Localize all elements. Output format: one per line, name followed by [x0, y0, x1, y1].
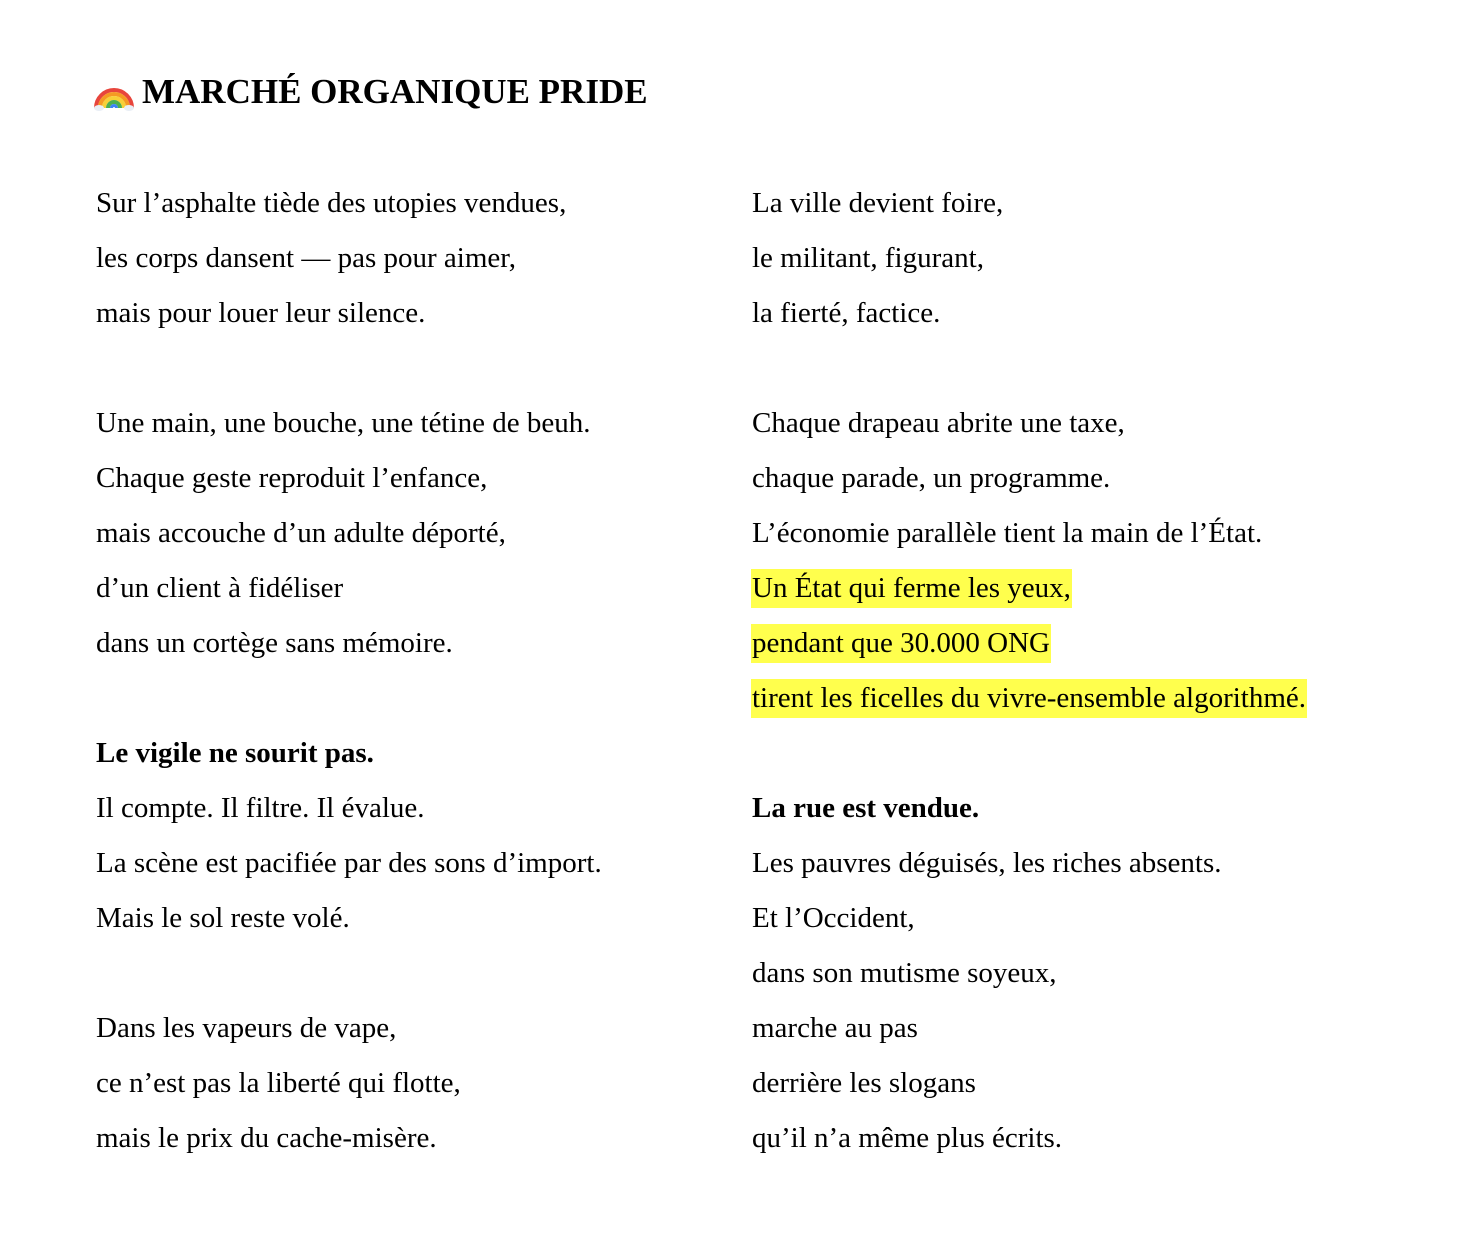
verse-line: L’économie parallèle tient la main de l’État. — [752, 517, 1263, 549]
left-column — [96, 176, 716, 1166]
stanza-break — [96, 946, 716, 1001]
verse-line: Chaque drapeau abrite une taxe, — [752, 407, 1125, 439]
verse-line: Sur l’asphalte tiède des utopies vendues, — [96, 187, 567, 219]
stanza-break — [752, 341, 1412, 396]
poem-title — [94, 70, 648, 114]
highlight-text: tirent les ficelles du vivre-ensemble algorithmé. — [751, 679, 1307, 718]
verse-line: le militant, figurant, — [752, 242, 984, 274]
verse-line: Mais le sol reste volé. — [96, 902, 350, 934]
verse-line: qu’il n’a même plus écrits. — [752, 1122, 1063, 1154]
title-text: MARCHÉ ORGANIQUE PRIDE — [142, 72, 648, 111]
right-column — [752, 176, 1412, 1166]
highlighted-line — [752, 616, 1412, 671]
verse-line: mais pour louer leur silence. — [96, 297, 426, 329]
verse-line: Dans les vapeurs de vape, — [96, 1012, 397, 1044]
highlight-text: pendant que 30.000 ONG — [751, 624, 1051, 663]
highlighted-line — [752, 671, 1412, 726]
verse-line: mais accouche d’un adulte déporté, — [96, 517, 506, 549]
verse-line: Et l’Occident, — [752, 902, 915, 934]
verse-line: chaque parade, un programme. — [752, 462, 1111, 494]
highlight-text: Un État qui ferme les yeux, — [751, 569, 1072, 608]
stanza-break — [96, 671, 716, 726]
stanza-heading: Le vigile ne sourit pas. — [96, 737, 374, 769]
verse-line: Les pauvres déguisés, les riches absents. — [752, 847, 1222, 879]
verse-line: Une main, une bouche, une tétine de beuh. — [96, 407, 591, 439]
verse-line: La ville devient foire, — [752, 187, 1004, 219]
verse-line: La scène est pacifiée par des sons d’import. — [96, 847, 602, 879]
verse-line: ce n’est pas la liberté qui flotte, — [96, 1067, 461, 1099]
verse-line: Chaque geste reproduit l’enfance, — [96, 462, 488, 494]
verse-line: dans un cortège sans mémoire. — [96, 627, 453, 659]
stanza-heading: La rue est vendue. — [752, 792, 980, 824]
verse-line: dans son mutisme soyeux, — [752, 957, 1057, 989]
verse-line: les corps dansent — pas pour aimer, — [96, 242, 517, 274]
verse-line: mais le prix du cache-misère. — [96, 1122, 437, 1154]
stanza-break — [752, 726, 1412, 781]
verse-line: derrière les slogans — [752, 1067, 976, 1099]
verse-line: marche au pas — [752, 1012, 918, 1044]
verse-line: d’un client à fidéliser — [96, 572, 344, 604]
rainbow-icon — [94, 72, 134, 112]
highlighted-line — [752, 561, 1412, 616]
verse-line: la fierté, factice. — [752, 297, 941, 329]
verse-line: Il compte. Il filtre. Il évalue. — [96, 792, 425, 824]
stanza-break — [96, 341, 716, 396]
